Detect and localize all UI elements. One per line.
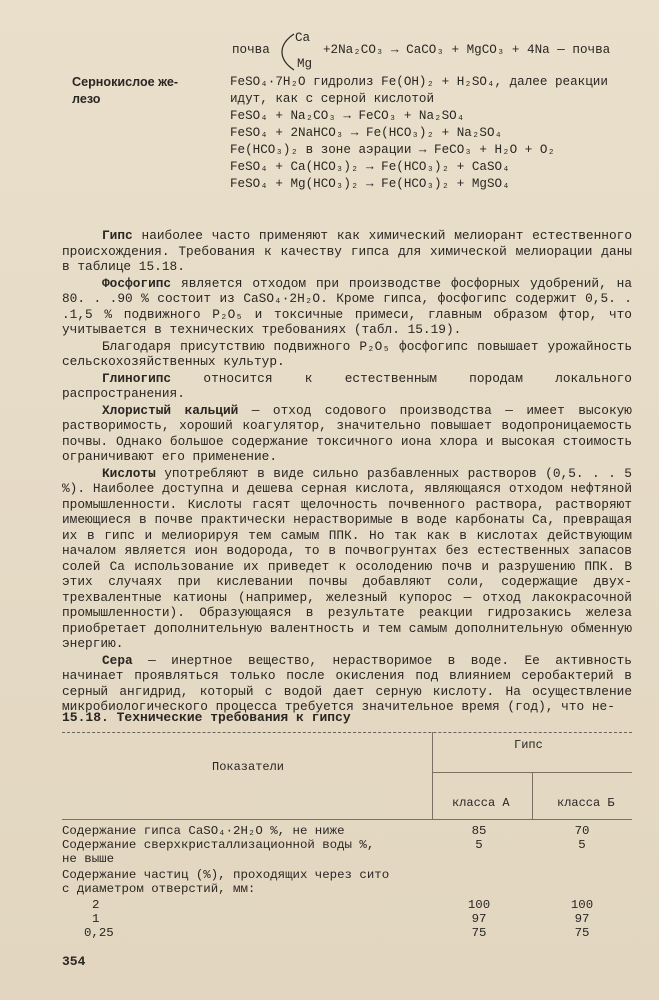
- equation-row: FeSO₄ + Na₂CO₃ → FeCO₃ + Na₂SO₄: [230, 109, 465, 123]
- calcium-label: Ca: [295, 31, 311, 45]
- paragraph-p2o5: Благодаря присутствию подвижного P₂O₅ фосфогипс повышает урожайность сельскохозяйственных культур.: [62, 338, 632, 369]
- iron-sulfate-row: [10, 74, 650, 91]
- soil-reaction-rest: +2Na₂CO₃ → CaCO₃ + MgCO₃ + 4Na — почва: [323, 43, 611, 57]
- soil-word: почва: [232, 43, 270, 57]
- table-divider: [432, 732, 433, 819]
- table-top-rule: [62, 732, 632, 733]
- column-header-class-a: класса А: [452, 796, 510, 810]
- equation-row: Fe(HCO₃)₂ в зоне аэрации → FeCO₃ + H₂O + O₂: [230, 143, 555, 157]
- hydrolysis-line: FeSO₄·7H₂O гидролиз Fe(OH)₂ + H₂SO₄, далее реакции: [230, 75, 608, 89]
- equation-row: FeSO₄ + 2NaHCO₃ → Fe(HCO₃)₂ + Na₂SO₄: [230, 126, 503, 140]
- magnesium-label: Mg: [297, 57, 313, 71]
- column-header-indicators: Показатели: [212, 760, 285, 774]
- paragraph-clay-gypsum: Глиногипс относится к естественным породам локального распространения.: [62, 370, 632, 401]
- paragraph-sulfur: Сера — инертное вещество, нерастворимое в воде. Ее активность начинает проявляться только после окисления под влиянием серобактерий в серный ангидрид, который с водой дает серную кислоту. На осуществление микробиологического процесса требуется значительное время (год), что не-: [62, 652, 632, 714]
- paragraph-phosphogypsum: Фосфогипс является отходом при производстве фосфорных удобрений, на 80. . .90 % состоит из CaSO₄·2H₂O. Кроме гипса, фосфогипс содержит 0,5. . .1,5 % подвижного P₂O₅ и токсичные примеси, главным образом фтор, что учитывается в технических требованиях (табл. 15.19).: [62, 275, 632, 337]
- paragraph-acids: Кислоты употребляют в виде сильно разбавленных растворов (0,5. . . 5 %). Наиболее доступна и дешева серная кислота, являющаяся отходом нефтяной промышленности. Кислоты гасят щелочность почвенного раствора, растворяют имеющиеся в почве практически нерастворимые в воде карбонаты Са, превращая их в гипс и мелиорируя тем самым ППК. Но так как в кислотах действующим началом является ион водорода, то в почвогрунтах без естественных запасов солей Са использование их приведет к осолодению почв и разрушению ППК. В этих случаях при кислевании почвы добавляют соли, содержащие двух-трехвалентные катионы (например, железный купорос — отход лакокрасочной промышленности). Образующаяся в результате реакции гидрозакись железа приобретает дополнительную валентность и тем самым дополнительную обменную энергию.: [62, 465, 632, 651]
- paragraph-gips: Гипс наиболее часто применяют как химический мелиорант естественного происхождения. Требования к качеству гипса для химической мелиорации даны в таблице 15.18.: [62, 228, 632, 274]
- equation-row: FeSO₄ + Mg(HCO₃)₂ → Fe(HCO₃)₂ + MgSO₄: [230, 177, 510, 191]
- reaction-intro-line: идут, как с серной кислотой: [230, 92, 435, 106]
- iron-sulfate-row-2: [10, 91, 650, 108]
- table-title: 15.18. Технические требования к гипсу: [62, 710, 351, 725]
- equations-block: [10, 30, 650, 193]
- equation-row: FeSO₄ + Ca(HCO₃)₂ → Fe(HCO₃)₂ + CaSO₄: [230, 160, 510, 174]
- book-page: почва Ca Mg +2Na₂CO₃ → CaCO₃ + MgCO₃ + 4Na — почва Сернокислое же- FeSO₄·7H₂O гидролиз Fe(OH)₂ + H₂SO₄, далее реакции лезо идут, как с серной кислотой FeSO₄ + Na₂CO₃ → FeCO₃ + Na₂SO₄ FeSO₄ + 2NaHCO₃ → Fe(HCO₃)₂ + Na₂SO₄ Fe(HCO₃)₂ в зоне аэрации → FeCO₃ + H₂O + O₂ FeSO₄ + Ca(HCO₃)₂ → Fe(HCO₃)₂ + CaSO₄ FeSO₄ + Mg(HCO₃)₂ → Fe(HCO₃)₂ + MgSO₄ Гипс наиболее часто применяют как химический мелиорант естественного происхождения. Требования к качеству гипса для химической мелиорации даны в таблице 15.18. Фосфогипс является отходом при производстве фосфорных удобрений, на 80. . .90 % состоит из CaSO₄·2H₂O. Кроме гипса, фосфогипс содержит 0,5. . .1,5 % подвижного P₂O₅ и токсичные примеси, главным образом фтор, что учитывается в технических требованиях (табл. 15.19). Благодаря присутствию подвижного P₂O₅ фосфогипс повышает урожайность сельскохозяйственных культур. Глиногипс относится к естественным породам локального распространения. Хлористый кальций — отход содового производства — имеет высокую растворимость, хороший коагулятор, значительно повышает водопроницаемость почвы. Однако большое содержание токсичного иона хлора и высокая стоимость ограничивают его применение. Кислоты употребляют в виде сильно разбавленных растворов (0,5. . . 5 %). Наиболее доступна и дешева серная кислота, являющаяся отходом нефтяной промышленности. Кислоты гасят щелочность почвенного раствора, растворяют имеющиеся в почве практически нерастворимые в воде карбонаты Са, превращая их в гипс и мелиорируя тем самым ППК. Но так как в кислотах действующим началом является ион водорода, то в почвогрунтах без естественных запасов солей Са использование их приведет к осолодению почв и разрушению ППК. В этих случаях при кислевании почвы добавляют соли, содержащие двух-трехвалентные катионы (например, железный купорос — отход лакокрасочной промышленности). Образующаяся в результате реакции гидрозакись железа приобретает дополнительную валентность и тем самым дополнительную обменную энергию. Сера — инертное вещество, нерастворимое в воде. Ее активность начинает проявляться только после окисления под влиянием серобактерий в серный ангидрид, который с водой дает серную кислоту. На осуществление микробиологического процесса требуется значительное время (год), что не- 15.18. Технические требования к гипсу Показатели Гипс класса А класса Б Содержание гипса CaSO₄·2H₂O %, не ниже 85 70 Содержание сверхкристаллизационной воды %, 5 5 не выше Содержание частиц (%), проходящих через сито с диаметром отверстий, мм: 2 100 100 1 97 97 0,25 75 75 354: [0, 0, 659, 1000]
- table-divider: [532, 772, 533, 819]
- page-number: 354: [62, 954, 86, 969]
- column-header-class-b: класса Б: [557, 796, 615, 810]
- column-header-gypsum: Гипс: [514, 738, 543, 752]
- paragraph-calcium-chloride: Хлористый кальций — отход содового производства — имеет высокую растворимость, хороший коагулятор, значительно повышает водопроницаемость почвы. Однако большое содержание токсичного иона хлора и высокая стоимость ограничивают его применение.: [62, 402, 632, 464]
- iron-sulfate-label: Сернокислое же-: [72, 75, 179, 89]
- table-header-bottom-rule: [62, 819, 632, 820]
- equation-soil-reaction: [10, 30, 650, 74]
- body-text: [62, 228, 632, 715]
- iron-sulfate-label-2: лезо: [72, 92, 101, 106]
- brace-icon: [280, 32, 296, 72]
